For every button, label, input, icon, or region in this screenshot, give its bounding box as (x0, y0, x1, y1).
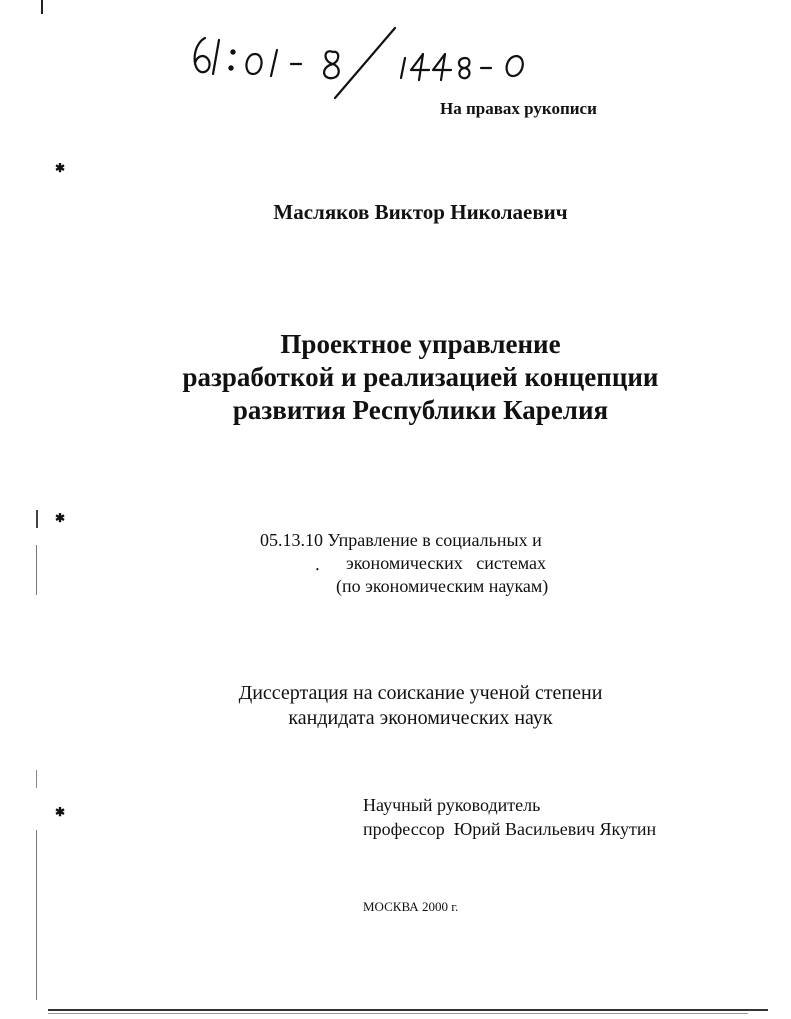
specialty-line: 05.13.10 Управление в социальных и (260, 530, 542, 550)
degree-line: Диссертация на соискание ученой степени (238, 682, 603, 704)
specialty-line: экономических системах (346, 553, 546, 573)
supervisor-role: Научный руководитель (363, 795, 541, 815)
specialty-line: (по экономическим наукам) (336, 576, 549, 596)
scan-speck: • (316, 565, 319, 574)
author-name: Масляков Виктор Николаевич (273, 200, 568, 224)
thesis-title (0, 328, 791, 427)
scan-speck: ✱ (55, 511, 66, 525)
scan-artifact-bottom-line (48, 1009, 768, 1011)
handwritten-archive-code (183, 18, 543, 108)
supervisor-block (363, 793, 763, 841)
supervisor-name: профессор Юрий Васильевич Якутин (363, 819, 657, 839)
scan-artifact-bottom-line (48, 1013, 748, 1014)
title-line: разработкой и реализацией концепции (182, 362, 659, 392)
title-line: развития Республики Карелия (232, 395, 609, 425)
scan-speck: ✱ (55, 161, 66, 175)
scan-artifact-left-border (36, 770, 37, 788)
scan-artifact-left-border (36, 510, 38, 528)
degree-line: кандидата экономических наук (288, 707, 553, 729)
title-line: Проектное управление (280, 329, 561, 359)
specialty-block (260, 529, 590, 598)
city-year: МОСКВА 2000 г. (363, 899, 459, 914)
scan-artifact-left-border (36, 545, 37, 595)
degree-block (0, 681, 791, 731)
scan-artifact-left-border (36, 830, 37, 1000)
scan-artifact-top (41, 0, 43, 14)
scan-speck: ✱ (55, 805, 66, 819)
rights-note: На правах рукописи (440, 99, 597, 118)
